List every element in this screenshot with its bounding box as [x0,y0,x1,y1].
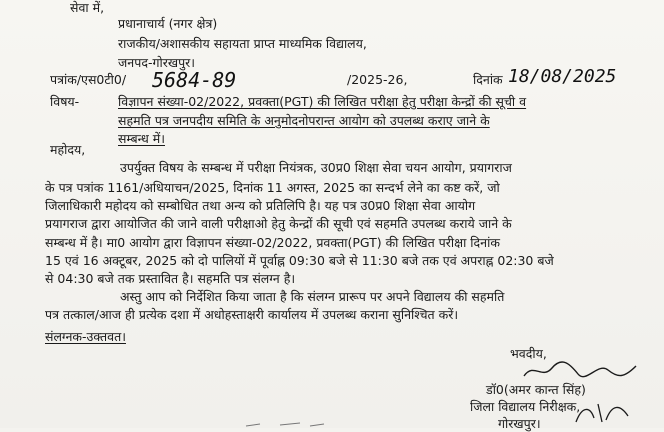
recipient-line3: जनपद-गोरखपुर। [118,55,196,70]
para2-line2: पत्र तत्काल/आज ही प्रत्येक दशा में अधोहस्ताक्षरी कार्यालय में उपलब्ध कराना सुनिश्चित करें। [45,307,459,322]
para1-line4: प्रयागराज द्वारा आयोजित की जाने वाली परीक्षाओ हेतु केन्द्रों की सूची एवं सहमति उपलब्ध कराये जाने के [45,216,512,231]
signatory-designation: जिला विद्यालय निरीक्षक, [470,399,581,414]
enclosure: संलग्नक-उक्तवत। [45,329,126,344]
para2-line1: अस्तु आप को निर्देशित किया जाता है कि संलग्न प्रारूप पर अपने विद्यालय की सहमति [120,289,505,304]
subject-line2: सहमति पत्र जनपदीय समिति के अनुमोदनोपरान्त आयोग को उपलब्ध कराए जाने के [118,113,490,128]
handwritten-mark [572,398,632,426]
ref-number-handwritten: 5684-89 [152,68,237,92]
recipient-line2: राजकीय/अशासकीय सहायता प्राप्त माध्यमिक विद्यालय, [118,36,367,51]
para1-line1: उपर्युक्त विषय के सम्बन्ध में परीक्षा नियंत्रक, उ0प्र0 शिक्षा सेवा चयन आयोग, प्रयागराज [120,160,512,175]
closing: भवदीय, [510,346,547,361]
signatory-place: गोरखपुर। [498,416,541,431]
para1-line7: से 04:30 बजे तक प्रस्तावित है। सहमति पत्र संलग्न है। [45,271,296,286]
seva-mein: सेवा में, [70,0,105,15]
ref-prefix: पत्रांक/एस0टी0/ [50,72,127,87]
signature-scribble [520,358,640,382]
para1-line5: सम्बन्ध में है। मा0 आयोग द्वारा विज्ञापन संख्या-02/2022, प्रवक्ता(PGT) की लिखित परीक्षा दिनांक [45,235,500,250]
ref-year: /2025-26, [347,72,408,87]
recipient-line1: प्रधानाचार्य (नगर क्षेत्र) [118,16,218,31]
subject-line1: विज्ञापन संख्या-02/2022, प्रवक्ता(PGT) की लिखित परीक्षा हेतु परीक्षा केन्द्रों की सूची व [118,94,527,109]
signatory-name: डॉ0(अमर कान्त सिंह) [486,382,586,397]
para1-line6: 15 एवं 16 अक्टूबर, 2025 को दो पालियों में पूर्वाह्न 09:30 बजे से 11:30 बजे तक एवं अपराह्न 02:30 बजे [45,253,554,268]
ref-date-label: दिनांक [473,72,503,87]
subject-line3: सम्बन्ध में। [118,131,165,146]
subject-label: विषय- [50,94,80,109]
para1-line2: के पत्र पत्रांक 1161/अधियाचन/2025, दिनांक 11 अगस्त, 2025 का सन्दर्भ लेने का कष्ट करें, जो [45,180,500,195]
ref-date-handwritten: 18/08/2025 [508,66,617,87]
cropped-bottom-marks [240,420,330,428]
para1-line3: जिलाधिकारी महोदय को सम्बोधित तथा अन्य को प्रतिलिपि है। यह पत्र उ0प्र0 शिक्षा सेवा आयोग [45,198,476,213]
salutation: महोदय, [50,142,86,157]
